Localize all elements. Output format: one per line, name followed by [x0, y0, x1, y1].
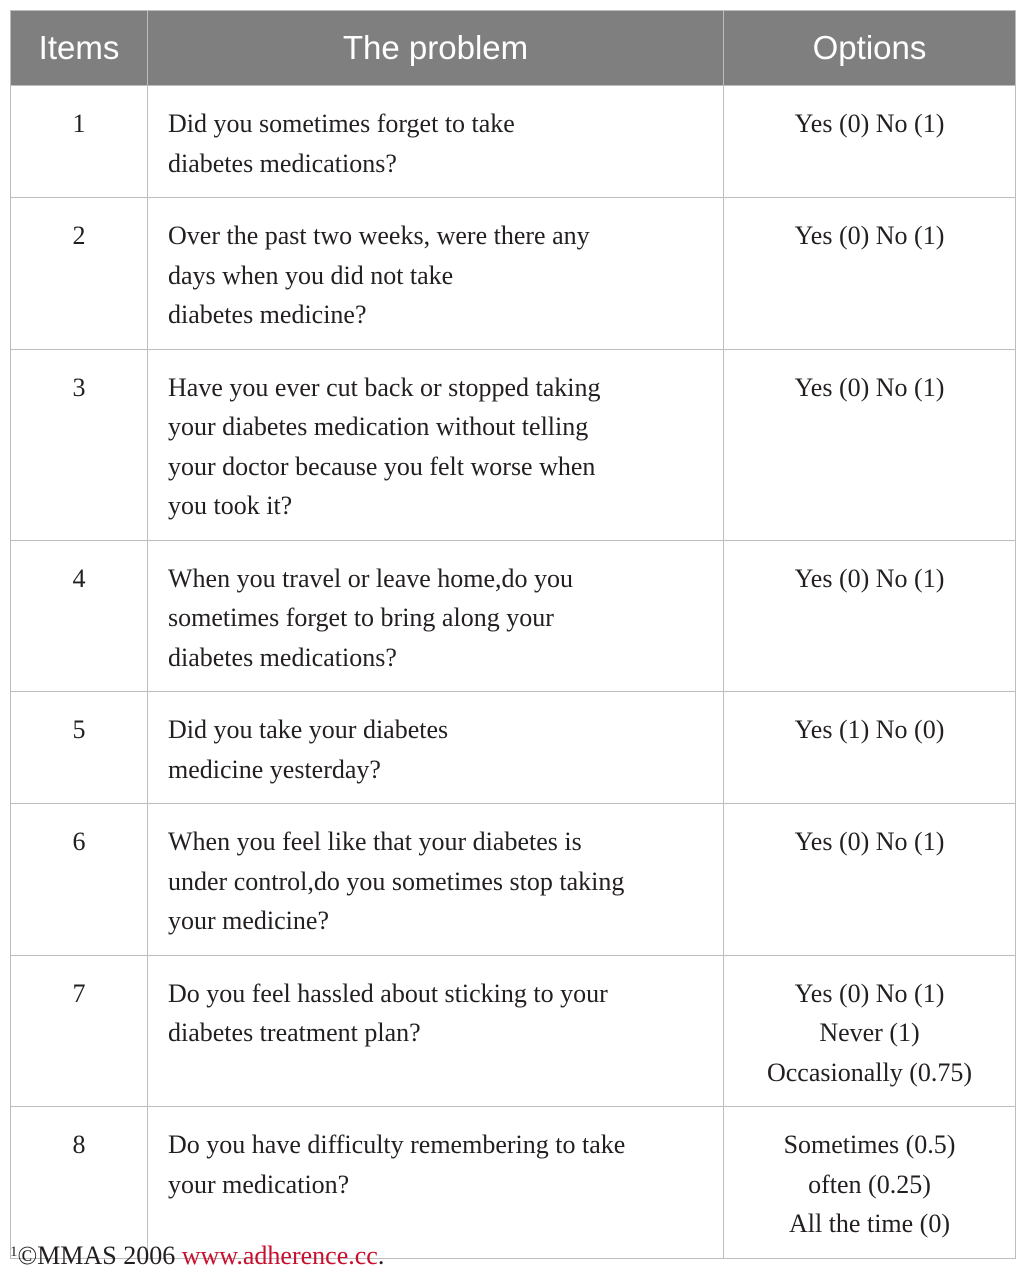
table-row: [11, 1107, 1016, 1259]
problem-text-line: you took it?: [168, 491, 293, 520]
table-row: [11, 540, 1016, 692]
option-text: Yes (0) No (1): [794, 221, 945, 250]
table-row: [11, 692, 1016, 804]
item-number: 8: [11, 1107, 148, 1259]
problem-cell: [148, 540, 724, 692]
option-text: Yes (0) No (1): [794, 109, 945, 138]
options-cell: [724, 804, 1016, 956]
header-row: [11, 11, 1016, 86]
problem-cell: [148, 692, 724, 804]
problem-text-line: diabetes treatment plan?: [168, 1018, 421, 1047]
footnote-link[interactable]: www.adherence.cc: [181, 1241, 378, 1270]
option-text: Yes (0) No (1): [794, 978, 945, 1008]
problem-text-line: When you travel or leave home,do you: [168, 563, 574, 593]
item-number: 7: [11, 955, 148, 1107]
table-row: [11, 804, 1016, 956]
footnote-text: ©MMAS 2006: [17, 1241, 182, 1270]
option-text: Yes (0) No (1): [794, 827, 945, 856]
problem-text-line: your diabetes medication without telling: [168, 412, 589, 441]
table-row: [11, 86, 1016, 198]
item-number: 2: [11, 198, 148, 350]
option-text: All the time (0): [788, 1209, 950, 1238]
problem-cell: [148, 86, 724, 198]
problem-text-line: Do you have difficulty remembering to take: [168, 1130, 626, 1159]
table-body: [11, 86, 1016, 1259]
problem-text-line: Have you ever cut back or stopped taking: [168, 372, 601, 402]
option-text: Yes (0) No (1): [794, 372, 945, 402]
footnote: [10, 1238, 384, 1274]
footnote-suffix: .: [377, 1241, 385, 1270]
problem-text-line: under control,do you sometimes stop taking: [168, 866, 625, 896]
problem-cell: [148, 955, 724, 1107]
problem-text-line: sometimes forget to bring along your: [168, 603, 554, 632]
problem-text-line: Do you feel hassled about sticking to your: [168, 978, 608, 1008]
option-text: Occasionally (0.75): [766, 1057, 973, 1087]
problem-text-line: diabetes medications?: [168, 642, 397, 672]
header-problem: The problem: [148, 11, 724, 86]
mmas-table: [10, 10, 1016, 1259]
option-text: Sometimes (0.5): [783, 1130, 956, 1159]
option-text: Yes (0) No (1): [794, 563, 945, 593]
options-cell: [724, 1107, 1016, 1259]
options-cell: [724, 349, 1016, 540]
problem-cell: [148, 1107, 724, 1259]
option-text: Yes (1) No (0): [794, 715, 945, 744]
option-text: Never (1): [819, 1018, 920, 1047]
header-options: Options: [724, 11, 1016, 86]
problem-text-line: Did you take your diabetes: [168, 715, 449, 744]
problem-text-line: diabetes medicine?: [168, 300, 367, 329]
option-text: often (0.25): [808, 1169, 931, 1199]
problem-text-line: your doctor because you felt worse when: [168, 451, 596, 481]
table-row: [11, 955, 1016, 1107]
problem-text-line: diabetes medications?: [168, 148, 397, 178]
problem-text-line: Over the past two weeks, were there any: [168, 221, 590, 250]
problem-cell: [148, 198, 724, 350]
options-cell: [724, 540, 1016, 692]
item-number: 5: [11, 692, 148, 804]
problem-text-line: days when you did not take: [168, 260, 454, 290]
table-row: [11, 349, 1016, 540]
item-number: 6: [11, 804, 148, 956]
header-items: Items: [11, 11, 148, 86]
problem-text-line: your medicine?: [168, 906, 329, 935]
options-cell: [724, 692, 1016, 804]
footnote-marker: 1: [10, 1244, 18, 1260]
item-number: 3: [11, 349, 148, 540]
problem-cell: [148, 349, 724, 540]
options-cell: [724, 955, 1016, 1107]
problem-text-line: Did you sometimes forget to take: [168, 109, 515, 138]
problem-cell: [148, 804, 724, 956]
problem-text-line: your medication?: [168, 1169, 350, 1199]
table-row: [11, 198, 1016, 350]
item-number: 1: [11, 86, 148, 198]
item-number: 4: [11, 540, 148, 692]
mmas-table-container: [10, 10, 1015, 1259]
options-cell: [724, 86, 1016, 198]
problem-text-line: medicine yesterday?: [168, 754, 381, 784]
options-cell: [724, 198, 1016, 350]
problem-text-line: When you feel like that your diabetes is: [168, 827, 582, 856]
